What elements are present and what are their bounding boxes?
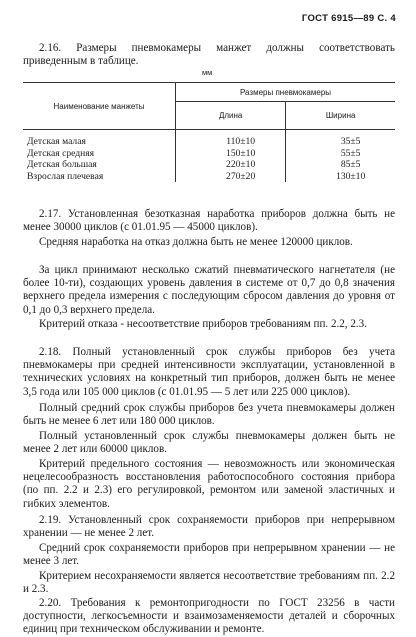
row-name: Детская средняя: [23, 148, 176, 160]
col-header-group: Размеры пневмокамеры: [176, 83, 396, 102]
row-width: 55±5: [340, 147, 361, 159]
row-width: 85±5: [340, 159, 361, 171]
paragraph-mean-storage: Средний срок сохраняемости приборов при непрерывном хранении — не менее 3 лет.: [23, 542, 395, 568]
paragraph-2-16: 2.16. Размеры пневмокамеры манжет должны соответствовать приведенным в таблице.: [23, 42, 395, 68]
paragraph-2-18: 2.18. Полный установленный срок службы приборов без учета пневмокамеры при средней интенсивности эксплуатации, установленной в технических условиях на конкретный тип приборов, должен быть не менее 3,5 года или 105 000 циклов (с 01.01.95 — 5 лет или 225 000 циклов).: [23, 346, 395, 398]
table-row: [23, 130, 395, 148]
dimensions-table: [23, 82, 395, 182]
row-name: Взрослая плечевая: [23, 171, 176, 183]
paragraph-cycle-definition: За цикл принимают несколько сжатий пневматического нагнетателя (не более 10-ти), создающих уровень давления в системе от 0,7 до 0,8 значения верхнего предела измерения с последующим сбросом давления до уровня от 0,1 до 0,3 верхнего предела.: [23, 264, 395, 316]
row-width: 130±10: [336, 170, 366, 182]
row-name: Детская малая: [23, 130, 176, 148]
paragraph-storage-criterion: Критерием несохраняемости является несоответствие требованиям пп. 2.2 и 2.3.: [23, 570, 395, 596]
table-row: [23, 148, 395, 160]
table-row: [23, 171, 395, 183]
table-unit: мм: [202, 68, 213, 77]
row-length: 110±10: [176, 130, 286, 148]
row-length: 220±10: [176, 159, 286, 171]
paragraph-mtbf: Средняя наработка на отказ должна быть не менее 120000 циклов.: [39, 236, 353, 248]
row-length: 270±20: [176, 171, 286, 183]
paragraph-limit-state: Критерий предельного состояния — невозможность или экономическая нецелесообразность восстановления работоспособного состояния прибора (по пп. 2.2 и 2.3) его регулировкой, ремонтом или заменой эластичных и гибких элементов.: [23, 458, 395, 510]
col-header-length: Длина: [176, 102, 286, 130]
paragraph-chamber-service-life: Полный установленный срок службы пневмокамеры должен быть не менее 2 лет или 60000 циклов.: [23, 430, 395, 456]
row-name: Детская большая: [23, 159, 176, 171]
col-header-width: Ширина: [286, 102, 395, 130]
col-header-name: Наименование манжеты: [23, 83, 176, 130]
paragraph-2-20: 2.20. Требования к ремонтопригодности по ГОСТ 23256 в части доступности, легкосъемности и взаимозаменяемости деталей и сборочных единиц при техническом обслуживании и ремонте.: [23, 597, 395, 636]
row-width: 35±5: [340, 136, 361, 148]
paragraph-mean-service-life: Полный средний срок службы приборов без учета пневмокамеры должен быть не менее 6 лет или 180 000 циклов.: [23, 402, 395, 428]
table-row: [23, 159, 395, 171]
paragraph-2-17: 2.17. Установленная безотказная наработка приборов должна быть не менее 30000 циклов (с 01.01.95 — 45000 циклов).: [23, 208, 395, 234]
paragraph-2-19: 2.19. Установленный срок сохраняемости приборов при непрерывном хранении — не менее 2 лет.: [23, 514, 395, 540]
row-length: 150±10: [176, 148, 286, 160]
page-header: ГОСТ 6915—89 С. 4: [301, 13, 396, 24]
paragraph-failure-criterion: Критерий отказа - несоответствие приборов требованиям пп. 2.2, 2.3.: [39, 318, 367, 330]
